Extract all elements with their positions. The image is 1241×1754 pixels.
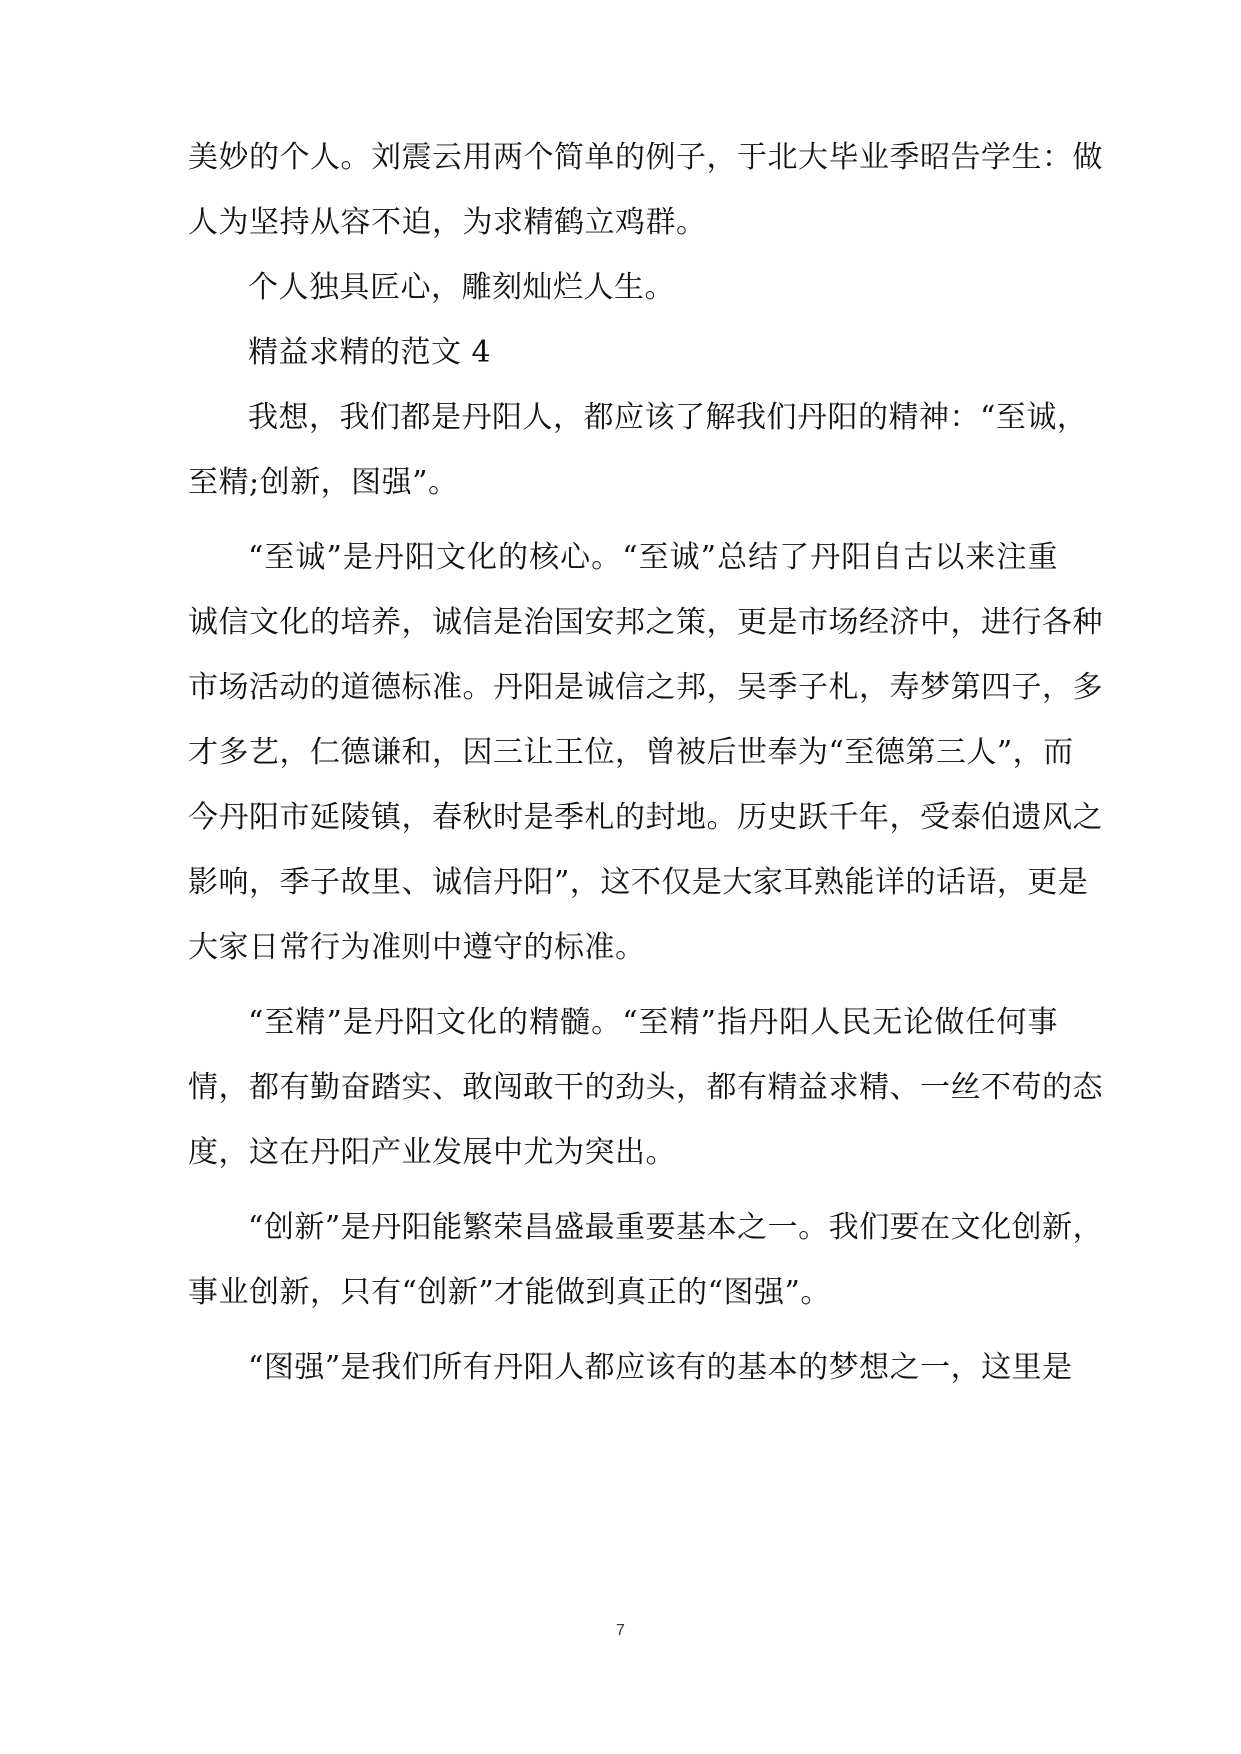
text-line: 事业创新，只有“创新”才能做到真正的“图强”。 [188, 1275, 831, 1310]
text-line: “至诚”是丹阳文化的核心。“至诚”总结了丹阳自古以来注重 [248, 540, 1058, 575]
text-line: 人为坚持从容不迫，为求精鹤立鸡群。 [188, 205, 707, 240]
text-line: “图强”是我们所有丹阳人都应该有的基本的梦想之一，这里是 [248, 1350, 1073, 1385]
text-line: “至精”是丹阳文化的精髓。“至精”指丹阳人民无论做任何事 [248, 1005, 1058, 1040]
text-line: 我想，我们都是丹阳人，都应该了解我们丹阳的精神：“至诚， [248, 400, 1088, 435]
text-line: 影响，季子故里、诚信丹阳”，这不仅是大家耳熟能详的话语，更是 [188, 865, 1089, 900]
text-line: 今丹阳市延陵镇，春秋时是季札的封地。历史跃千年，受泰伯遗风之 [188, 800, 1103, 835]
text-line: 情，都有勤奋踏实、敢闯敢干的劲头，都有精益求精、一丝不苟的态 [188, 1070, 1103, 1105]
text-line: 大家日常行为准则中遵守的标准。 [188, 930, 646, 965]
page-number: 7 [616, 1622, 625, 1639]
text-line: 至精;创新，图强”。 [188, 465, 459, 500]
section-heading: 精益求精的范文 4 [248, 335, 492, 370]
text-line: 个人独具匠心，雕刻灿烂人生。 [248, 270, 675, 305]
text-line: 美妙的个人。刘震云用两个简单的例子，于北大毕业季昭告学生：做 [188, 140, 1103, 175]
text-line: 诚信文化的培养，诚信是治国安邦之策，更是市场经济中，进行各种 [188, 605, 1103, 640]
text-line: “创新”是丹阳能繁荣昌盛最重要基本之一。我们要在文化创新， [248, 1210, 1104, 1245]
text-line: 度，这在丹阳产业发展中尤为突出。 [188, 1135, 676, 1170]
text-line: 才多艺，仁德谦和，因三让王位，曾被后世奉为“至德第三人”，而 [188, 735, 1074, 770]
text-line: 市场活动的道德标准。丹阳是诚信之邦，吴季子札，寿梦第四子，多 [188, 670, 1103, 705]
